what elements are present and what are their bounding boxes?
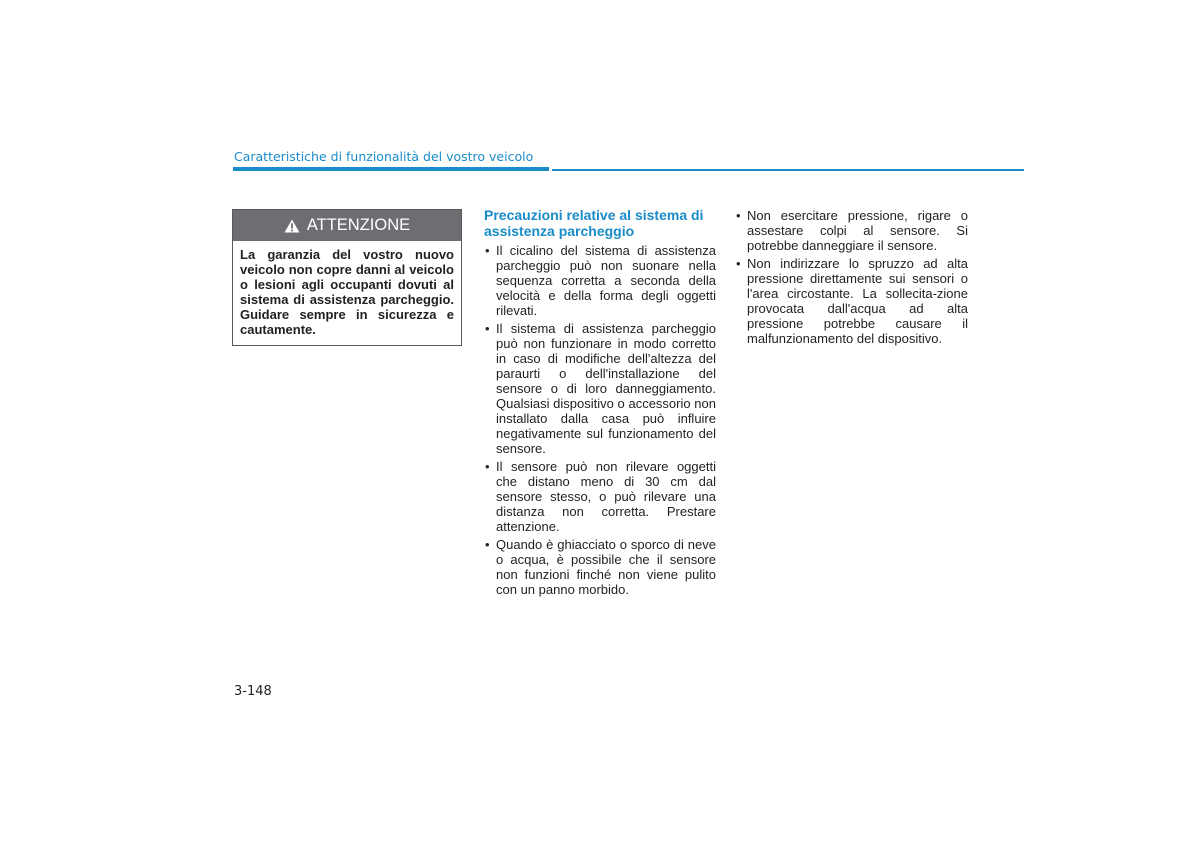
list-item xyxy=(735,208,968,253)
warning-text: La garanzia del vostro nuovo veicolo non copre danni al veicolo o lesioni agli occupanti dovuti al sistema di assistenza parcheggio. Guidare sempre in sicurezza e cautamente. xyxy=(240,247,454,337)
bullet-icon: • xyxy=(736,208,741,223)
bullet-icon: • xyxy=(736,256,741,271)
warning-header xyxy=(233,210,461,241)
warning-title: ATTENZIONE xyxy=(306,216,411,234)
list-item xyxy=(484,537,716,597)
list-item xyxy=(484,321,716,456)
list-item-text: Il cicalino del sistema di assistenza parcheggio può non suonare nella sequenza corretta a seconda della velocità e della forma degli oggetti rilevati. xyxy=(496,243,716,318)
list-item xyxy=(484,243,716,318)
section-title: Caratteristiche di funzionalità del vostro veicolo xyxy=(234,149,534,164)
list-item-text: Il sensore può non rilevare oggetti che distano meno di 30 cm dal sensore stesso, o può rilevare una distanza non corretta. Prestare attenzione. xyxy=(496,459,716,534)
header-rule-thin xyxy=(552,169,1024,171)
bullet-icon: • xyxy=(485,537,490,552)
bullet-icon: • xyxy=(485,459,490,474)
list-item-text: Quando è ghiacciato o sporco di neve o acqua, è possibile che il sensore non funzioni finché non viene pulito con un panno morbido. xyxy=(496,537,716,597)
header-rule-thick xyxy=(233,167,549,171)
precautions-list xyxy=(484,243,716,597)
list-item xyxy=(735,256,968,346)
warning-box xyxy=(232,209,462,346)
list-item-text: Non esercitare pressione, rigare o assestare colpi al sensore. Si potrebbe danneggiare il sensore. xyxy=(747,208,968,253)
list-item xyxy=(484,459,716,534)
warning-triangle-icon xyxy=(284,219,300,233)
page-number: 3-148 xyxy=(234,684,272,699)
precautions-column-continued xyxy=(735,208,968,349)
precautions-heading: Precauzioni relative al sistema di assistenza parcheggio xyxy=(484,207,704,239)
list-item-text: Il sistema di assistenza parcheggio può non funzionare in modo corretto in caso di modifiche dell'altezza del paraurti o dell'installazione del sensore o di loro danneggiamento. Qualsiasi dispositivo o accessorio non installato dalla casa può influire negativamente sul funzionamento del sensore. xyxy=(496,321,716,456)
bullet-icon: • xyxy=(485,321,490,336)
bullet-icon: • xyxy=(485,243,490,258)
precautions-column xyxy=(484,208,716,600)
precautions-list-continued xyxy=(735,208,968,346)
list-item-text: Non indirizzare lo spruzzo ad alta pressione direttamente sui sensori o l'area circostante. La sollecita-zione provocata dall'acqua ad alta pressione potrebbe causare il malfunzionamento del dispositivo. xyxy=(747,256,968,346)
